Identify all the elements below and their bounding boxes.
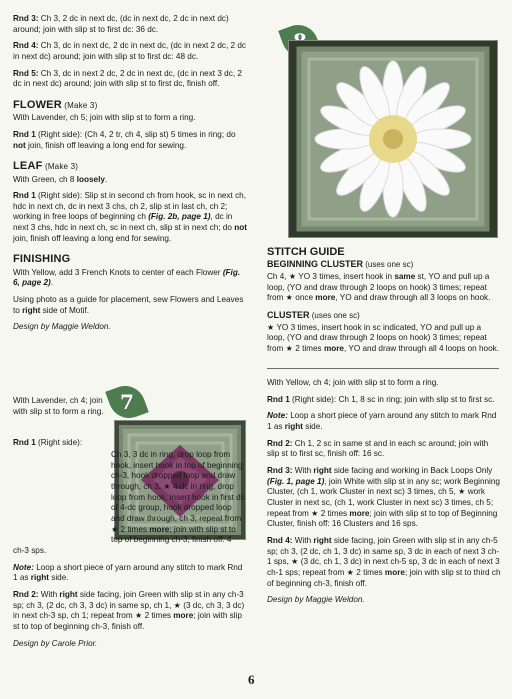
design-credit-motif-7: Design by Carole Prior.	[13, 638, 98, 648]
rnd5-paragraph: Rnd 5: Ch 3, dc in next 2 dc, 2 dc in next dc, (dc in next 3 dc, 2 dc in next dc) around; join with slip st to first dc, finish off.	[13, 68, 242, 89]
motif-8-instructions	[267, 378, 501, 612]
motif-7-intro: With Lavender, ch 4; join with slip st to form a ring.	[13, 396, 104, 416]
motif-7-rnd2: Rnd 2: With right side facing, join Green with slip st in any ch-3 sp; ch 3, (2 dc, ch 3, 3 dc) in same sp, ch 1, ★ (3 dc, ch 3, 3 dc) in next ch-3 sp, ch 1; repeat from ★ 2 times more; join with slip st to top of beginning ch-3, finish off.	[13, 589, 245, 631]
design-credit-motif-8: Design by Maggie Weldon.	[267, 595, 365, 605]
rnd3-paragraph: Rnd 3: Ch 3, 2 dc in next dc, (dc in next dc, 2 dc in next dc) around; join with slip st to first dc: 36 dc.	[13, 14, 229, 34]
motif-7-body	[13, 450, 245, 655]
motif-8-rnd4: Rnd 4: With right side facing, join Green with slip st in any ch-5 sp; ch 3, (2 dc, ch 1, 3 dc) in same sp, 3 dc in each of next 3 ch-1 sps, ★ (3 dc, ch 1, 3 dc) in next ch-5 sp, 3 dc in each of next 3 ch-1 sps; repeat from ★ 2 times more; join with slip st to third ch of beginning ch-3, finish off.	[267, 535, 501, 588]
motif-7-rnd1: Rnd 1 (Right side):	[13, 438, 83, 447]
page-number: 6	[248, 672, 255, 687]
flower-rnd1: Rnd 1 (Right side): (Ch 4, 2 tr, ch 4, slip st) 5 times in ring; do not join, finish off leaving a long end for sewing.	[13, 129, 236, 150]
motif-7-instructions	[13, 438, 245, 449]
left-column-top	[13, 14, 249, 339]
stitch-guide-title: STITCH GUIDE	[267, 246, 345, 258]
rnd4-paragraph: Rnd 4: Ch 3, dc in next dc, 2 dc in next dc, (dc in next 2 dc, 2 dc in next dc) around; join with slip st to first dc: 48 dc.	[13, 41, 247, 61]
leaf-heading: LEAF (Make 3)	[13, 160, 79, 173]
motif-8-note: Note: Loop a short piece of yarn around any stitch to mark Rnd 1 as right side.	[267, 411, 497, 431]
finishing-heading: FINISHING	[13, 253, 71, 266]
motif-8-photo	[288, 40, 498, 238]
motif-8-intro: With Yellow, ch 4; join with slip st to form a ring.	[267, 378, 439, 387]
flower-heading: FLOWER (Make 3)	[13, 98, 98, 111]
motif-7-rnd1-text: Ch 3, 3 dc in ring, drop loop from hook, insert hook in top of beginning ch-3, hook dropped loop and draw through, ch 3, ★ 4 dc in ring, drop loop from hook, insert hook in first dc of 4-dc group, hook dropped loop and draw through, ch 3; repeat from ★ 2 times more; join with slip st to top of beginning ch-3, finish off: 4 ch-3 sps.	[13, 450, 245, 555]
cluster-text: ★ YO 3 times, insert hook in sc indicated, YO and pull up a loop, (YO and draw through 2 loops on hook) 3 times; repeat from ★ 2 times more, YO and draw through all 4 loops on hook.	[267, 322, 500, 353]
design-credit-left-top: Design by Maggie Weldon.	[13, 322, 111, 332]
leaf-rnd1: Rnd 1 (Right side): Slip st in second ch from hook, sc in next ch, hdc in next ch, dc in next 3 chs, ch 2, slip st in last ch, ch 2; working in free loops of beginning ch (Fig. 2b, page 1), dc in next 3 chs, hdc in next ch, sc in next ch, slip st in next ch; do not join, finish off leaving a long end for sewing.	[13, 191, 247, 243]
beginning-cluster-text: Ch 4, ★ YO 3 times, insert hook in same st, YO and pull up a loop, (YO and draw through 2 loops on hook) 3 times; repeat from ★ once more, YO and draw through all 3 loops on hook.	[267, 271, 491, 303]
flower-intro: With Lavender, ch 5; join with slip st to form a ring.	[13, 113, 196, 123]
motif-7-narrow-text	[13, 396, 109, 423]
cluster-heading: CLUSTER (uses one sc)	[267, 309, 360, 320]
divider-line	[267, 368, 499, 369]
finishing-paragraph-2: Using photo as a guide for placement, sew Flowers and Leaves to right side of Motif.	[13, 295, 244, 315]
leaf-intro: With Green, ch 8 loosely.	[13, 174, 108, 184]
beginning-cluster-heading: BEGINNING CLUSTER (uses one sc)	[267, 259, 414, 270]
stitch-guide	[267, 245, 501, 361]
motif-8-rnd3: Rnd 3: With right side facing and working in Back Loops Only (Fig. 1, page 1), join White with slip st in any sc; work Beginning Cluster, (ch 1, work Cluster in next sc) 3 times, ch 5, ★ work Cluster in next sc, (ch 1, work Cluster in next sc) 3 times, ch 5; repeat from ★ 2 times more; join with slip st to top of Beginning Cluster, finish off: 16 Clusters and 16 sps.	[267, 465, 500, 529]
motif-8-rnd1: Rnd 1 (Right side): Ch 1, 8 sc in ring; join with slip st to first sc.	[267, 394, 495, 404]
motif-8-rnd2: Rnd 2: Ch 1, 2 sc in same st and in each sc around; join with slip st to first sc, finish off: 16 sc.	[267, 438, 489, 459]
motif-7-badge: 7	[105, 380, 149, 424]
motif-7-note: Note: Loop a short piece of yarn around any stitch to mark Rnd 1 as right side.	[13, 562, 243, 583]
finishing-paragraph-1: With Yellow, add 3 French Knots to center of each Flower (Fig. 6, page 2).	[13, 267, 241, 288]
